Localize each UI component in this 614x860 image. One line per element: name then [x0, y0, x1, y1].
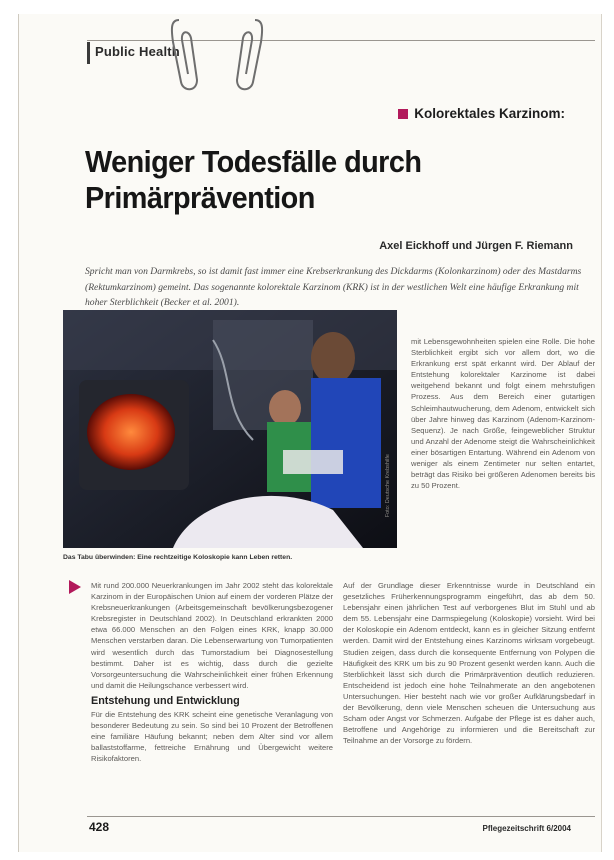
header-rule — [87, 40, 595, 41]
colonoscopy-photo — [63, 310, 397, 548]
article-authors: Axel Eickhoff und Jürgen F. Riemann — [379, 240, 573, 252]
kicker-text: Kolorektales Karzinom: — [414, 106, 565, 121]
section-label: Public Health — [95, 44, 180, 59]
section-heading: Entstehung und Entwicklung — [91, 694, 240, 707]
journal-name: Pflegezeitschrift 6/2004 — [482, 824, 571, 833]
intro-arrow-icon — [69, 580, 81, 594]
article-title: Weniger Todesfälle durch Primärprävention — [85, 144, 422, 215]
intro-paragraph: Mit rund 200.000 Neuerkrankungen im Jahr 2002 steht das kolorektale Karzinom in der Europäischen Union auf einem der vorderen Plätze der Krebsneuerkrankungen (Arbeitsgemeinschaft bevölkerungsbezogener Krebsregister in Deutschland 2002). In Deutschland erkrankten 2000 etwa 66.000 Menschen an den Folgen eines KRK, knapp 30.000 Menschen verstarben daran. Die Lebenserwartung von Tumorpatienten wird wesentlich durch das Tumorstadium bei Diagnosestellung bestimmt. Daher ist es wichtig, dass durch die gezielte Vorsorgeuntersuchung die Wahrscheinlichkeit einer frühen Erkennung und damit die Heilungschance verbessert wird. — [91, 581, 333, 690]
article-lead: Spricht man von Darmkrebs, so ist damit fast immer eine Krebserkrankung des Dickdarms (Kolonkarzinom) oder des Mastdarms (Rektumkarzinom) gemeint. Das sogenannte kolorektale Karzinom (KRK) ist in der westlichen Welt eine häufige Erkrankung mit hoher Sterblichkeit (Becker et al. 2001). — [85, 266, 582, 308]
footer-rule — [87, 816, 595, 817]
article-photo — [63, 310, 397, 548]
article-kicker — [398, 106, 565, 121]
right-column-text: mit Lebensgewohnheiten spielen eine Rolle. Die hohe Sterblichkeit ergibt sich vor allem dort, wo die Erkrankung erst spät erkannt wird. Der Ablauf der Entstehung kolorektaler Karzinome ist dabei weitgehend bekannt und folgt einem mehrstufigen Prozess. Aus dem Bereich einer gutartigen Schleimhautwucherung, dem Adenom, entwickelt sich über Jahre hinweg das Karzinom (Adenom-Karzinom-Sequenz). Je nach Größe, feingeweblicher Struktur und Anzahl der Adenome steigt die Wahrscheinlichkeit einer bösartigen Entartung. Während ein Adenom von weniger als einem Zentimeter nur selten entartet, beträgt das Risiko bei größeren Adenomen bereits bis zu 50 Prozent. — [411, 337, 595, 491]
paperclip-icon — [229, 18, 267, 94]
paperclip-icon — [167, 18, 205, 94]
page-number: 428 — [89, 820, 110, 834]
article-page — [18, 14, 602, 852]
middle-column-text: Auf der Grundlage dieser Erkenntnisse wurde in Deutschland ein gesetzliches Früherkennungsprogramm eingeführt, das ab dem 50. Lebensjahr einen jährlichen Test auf verborgenes Blut im Stuhl und ab dem 55. Lebensjahr eine Darmspiegelung (Koloskopie) vorsieht. Wird bei der Koloskopie ein Adenom entdeckt, kann es in gleicher Sitzung entfernt werden. Damit wird der Entstehung eines Karzinoms wirksam vorgebeugt. Studien zeigen, dass durch die konsequente Entfernung von Polypen die Häufigkeit des KRK um bis zu 90 Prozent gesenkt werden kann. Auch die Sterblichkeit lässt sich durch die Primärprävention deutlich reduzieren. Entscheidend ist jedoch eine hohe Teilnahmerate an den angebotenen Untersuchungen. Hier besteht nach wie vor großer Aufklärungsbedarf in der Bevölkerung, denn viele Menschen scheuen die Untersuchung aus Scham oder Angst vor Schmerzen. Aufgabe der Pflege ist es daher auch, Betroffene und Angehörige zu informieren und die Bereitschaft zur Teilnahme an der Vorsorge zu fördern. — [343, 581, 595, 746]
section-marker — [87, 42, 90, 64]
left-column — [91, 580, 333, 764]
section-paragraph: Für die Entstehung des KRK scheint eine genetische Veranlagung von besonderer Bedeutung zu sein. So sind bei 10 Prozent der Betroffenen eine familiäre Häufung bekannt; neben dem Alter sind vor allem ballaststoffarme, fettreiche Ernährung und Übergewicht weitere Risikofaktoren. — [91, 709, 333, 764]
photo-credit: Foto: Deutsche Krebshilfe — [385, 454, 391, 518]
kicker-square-icon — [398, 109, 408, 119]
photo-caption: Das Tabu überwinden: Eine rechtzeitige Koloskopie kann Leben retten. — [63, 554, 293, 561]
